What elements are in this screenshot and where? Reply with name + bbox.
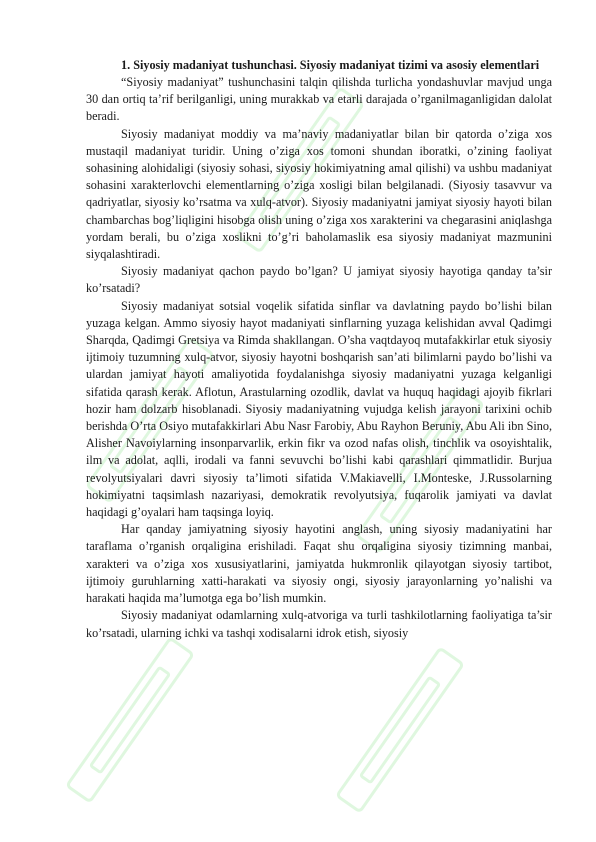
paragraph-question: Siyosiy madaniyat qachon paydo bo’lgan? U jamiyat siyosiy hayotiga qanday ta’sir ko’rsatadi?	[86, 264, 552, 296]
watermark-mark-bottom-left	[67, 638, 193, 802]
paragraph-history: Siyosiy madaniyat sotsial voqelik sifatida sinflar va davlatning paydo bo’lishi bilan yuzaga kelgan. Ammo siyosiy hayot madaniyati sinflarning yuzaga kelishidan avval Qadimgi Sharqda, Qadimgi Gretsiya va Rimda shakllangan. O’sha vaqtdayoq mutafakkirlar etuk siyosiy ijtimoiy tuzumning xulq-atvor, siyosiy hayotni boshqarish san’ati bilimlarni paydo bo’lishi va ulardan jamiyat hayoti amaliyotida foydalanishga siyosiy madaniyatni yuzaga kelganligi sifatida qarash kerak. Aflotun, Arastularning ozodlik, davlat va huquq haqidagi ajoyib fikrlari hozir ham dolzarb hisoblanadi. Siyosiy madaniyatning vujudga kelish jarayoni tarixini ochib berishda O’rta Osiyo mutafakkirlari Abu Nasr Farobiy, Abu Rayhon Beruniy, Abu Ali ibn Sino, Alisher Navoiylarning insonparvarlik, erkin fikr va ozod nafas olish, tinchlik va osoyishtalik, ilm va adolat, aqlli, irodali va fanni sevuvchi bo’lishi kabi qarashlari qimmatlidir. Burjua revolyutsiyalari davri siyosiy ta’limoti sifatida V.Makiavelli, I.Monteske, J.Russolarning hokimiyatni taqsimlash nazariyasi, demokratik revolyutsiya, fuqarolik jamiyati va davlat haqidagi g’oyalari ham taqsinga loyiq.	[86, 298, 552, 520]
paragraph-influence: Siyosiy madaniyat odamlarning xulq-atvoriga va turli tashkilotlarning faoliyatiga ta’sir ko’rsatadi, ularning ichki va tashqi xodisalarni idrok etish, siyosiy	[86, 608, 552, 640]
section-heading: 1. Siyosiy madaniyat tushunchasi. Siyosiy madaniyat tizimi va asosiy elementlari	[121, 58, 540, 72]
watermark-mark-bottom-right	[337, 648, 463, 812]
paragraph-understanding: Har qanday jamiyatning siyosiy hayotini anglash, uning siyosiy madaniyatini har taraflama o’rganish orqaligina erishiladi. Faqat shu orqaligina siyosiy tizimning manbai, xarakteri va o’ziga xos xususiyatlarini, jamiyatda hukmronlik qilayotgan siyosiy tartibot, ijtimoiy guruhlarning xatti-harakati va siyosiy ongi, siyosiy jarayonlarning yo’nalishi va harakati haqida ma’lumotga ega bo’lish mumkin.	[86, 522, 552, 606]
paragraph-independent-culture: Siyosiy madaniyat moddiy va ma’naviy madaniyatlar bilan bir qatorda o’ziga xos mustaqil madaniyat turidir. Uning o’ziga xos tomoni shundan iboratki, o’zining faoliyat sohasining alohidaligi (siyosiy sohasi, siyosiy hokimiyatning amal qilishi) va ushbu madaniyat sohasini xarakterlovchi elementlarning o’ziga xosligi bilan belgilanadi. (Siyosiy tasavvur va qadriyatlar, siyosiy ko’rsatma va xulq-atvor). Siyosiy madaniyatni jamiyat siyosiy hayoti bilan chambarchas bog’liqligini hisobga olish uning o’ziga xos xarakterini va chegarasini aniqlashga yordam berali, bu o’ziga xoslikni to’g’ri baholamaslik esa siyosiy madaniyat mazmunini siyqalashtiradi.	[86, 126, 552, 262]
document-page	[86, 56, 552, 642]
paragraph-definitions: “Siyosiy madaniyat” tushunchasini talqin qilishda turlicha yondashuvlar mavjud unga 30 dan ortiq ta’rif berilganligi, uning murakkab va etarli darajada o’rganilmaganligidan dalolat beradi.	[86, 75, 552, 124]
